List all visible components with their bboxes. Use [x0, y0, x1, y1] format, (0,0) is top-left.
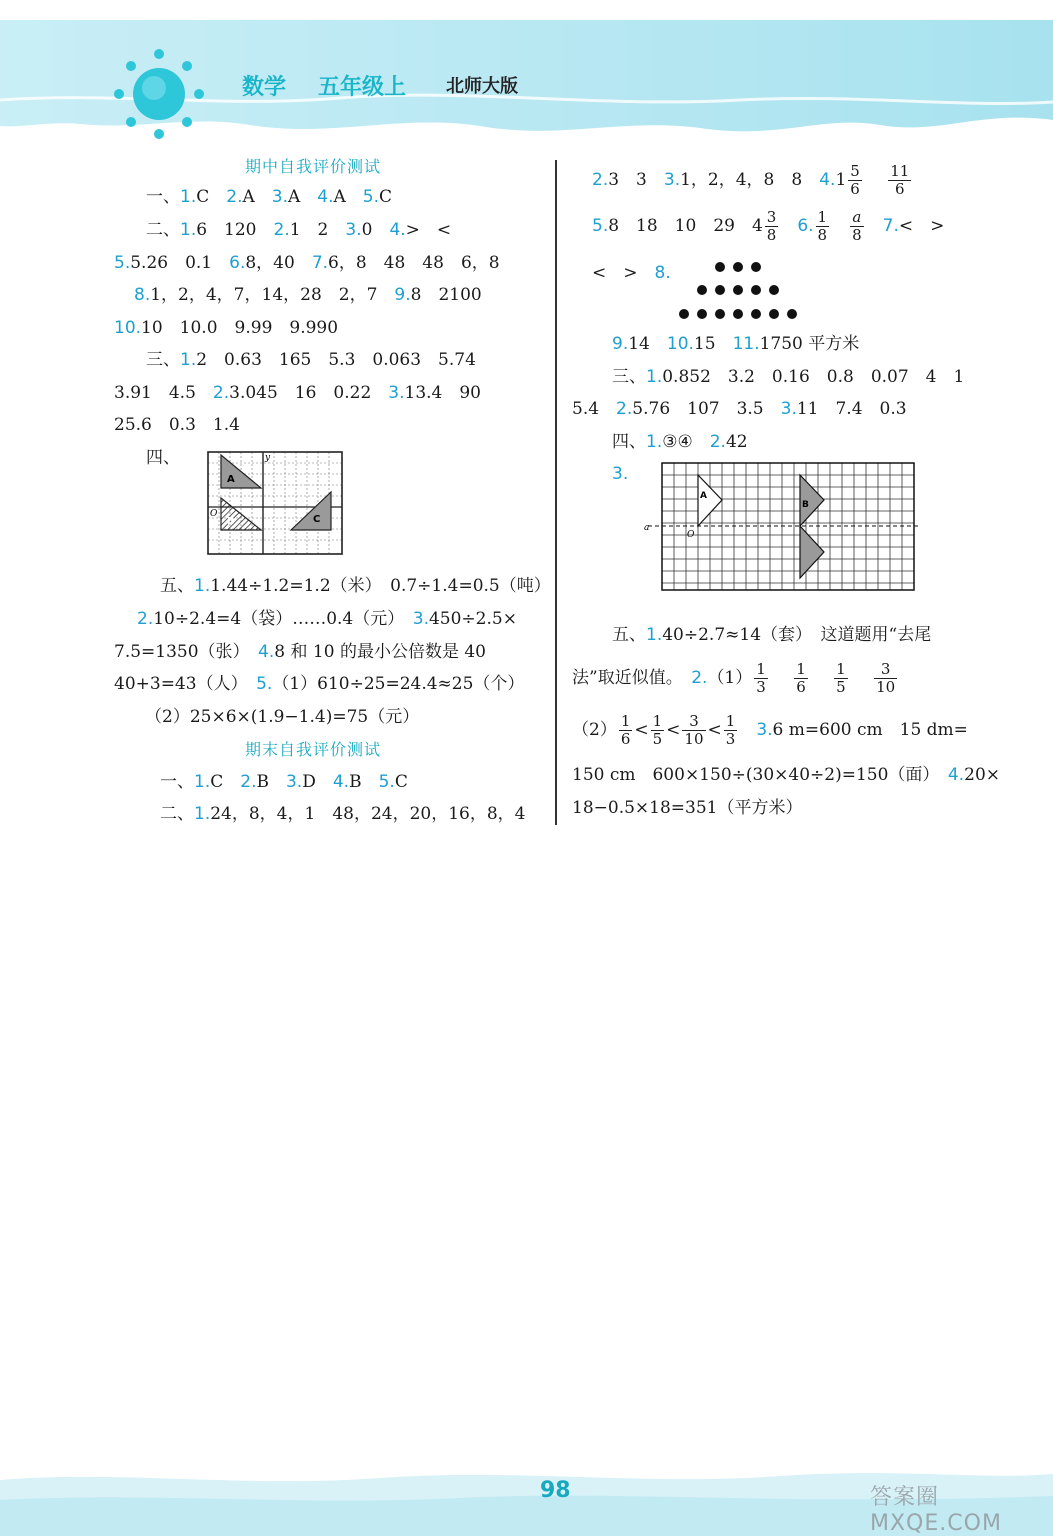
label-axis-a: a — [644, 523, 650, 533]
header-subject: 数学 — [242, 75, 287, 100]
fraction: $\frac{3}{10}$ — [876, 660, 896, 696]
left-line-14: （2）25×6×(1.9−1.4)=75（元） — [145, 707, 420, 727]
fraction: $\frac{1}{8}$ — [817, 208, 828, 244]
left-line-11: 2.10÷2.4=4（袋）……0.4（元） 3.450÷2.5× — [137, 609, 517, 629]
right-line-13: 18−0.5×18=351（平方米） — [572, 798, 803, 818]
midterm-title: 期中自我评价测试 — [245, 157, 382, 176]
left-line-7: 3.91 4.5 2.3.045 16 0.22 3.13.4 90 — [114, 383, 481, 403]
sun-icon — [108, 44, 210, 144]
fraction: $\frac{11}{6}$ — [890, 162, 910, 198]
fraction: $\frac{1}{5}$ — [652, 712, 663, 748]
column-divider — [555, 160, 557, 825]
left-line-9: 四、 — [146, 448, 180, 468]
right-line-11: （2） $\frac{1}{6}$ < $\frac{1}{5}$ < $\frac{3}{10}$ < $\frac{1}{3}$ 3.6 m=600 cm 15 dm= — [572, 712, 968, 748]
left-line-8: 25.6 0.3 1.4 — [114, 415, 240, 435]
right-line-5: 三、1.0.852 3.2 0.16 0.8 0.07 4 1 — [612, 367, 965, 387]
grid-figure-transform — [205, 450, 345, 558]
fraction: $\frac{3}{10}$ — [684, 712, 704, 748]
left-line-12: 7.5=1350（张） 4.8 和 10 的最小公倍数是 40 — [114, 642, 486, 662]
fraction: $\frac{1}{3}$ — [756, 660, 766, 696]
left-line-6: 三、1.2 0.63 165 5.3 0.063 5.74 — [146, 350, 476, 370]
left-line-4: 8.1，2，4，7，14，28 2，7 9.8 2100 — [134, 285, 482, 305]
header-edition: 北师大版 — [446, 76, 518, 97]
right-line-4: 9.14 10.15 11.1750 平方米 — [612, 334, 860, 354]
shape-c — [291, 492, 331, 530]
page-number: 98 — [540, 1478, 571, 1503]
right-line-10: 法”取近似值。 2.（1） $\frac{1}{3}$ $\frac{1}{6}$ $\frac{1}{5}$ $\frac{3}{10}$ — [572, 660, 896, 696]
right-line-6: 5.4 2.5.76 107 3.5 3.11 7.4 0.3 — [572, 399, 907, 419]
label-a: A — [700, 491, 707, 501]
label-y: y — [265, 453, 271, 463]
label-b: B — [802, 500, 809, 510]
fraction: $\frac{3}{8}$ — [766, 208, 777, 244]
left-line-3: 5.5.26 0.1 6.8，40 7.6，8 48 48 6，8 — [114, 253, 500, 273]
final-title: 期末自我评价测试 — [245, 740, 382, 759]
header-grade: 五年级上 — [318, 75, 407, 100]
fraction: $\frac{1}{3}$ — [725, 712, 736, 748]
shape-b-reflection — [800, 526, 824, 578]
right-line-9: 五、1.40÷2.7≈14（套） 这道题用“去尾 — [612, 625, 932, 645]
fraction: $\frac{5}{6}$ — [850, 162, 860, 198]
right-line-2: 5.8 18 10 29 4 $\frac{3}{8}$ 6. $\frac{1}{8}$ $\frac{a}{8}$ 7.< > — [592, 208, 945, 244]
left-line-13: 40+3=43（人） 5.（1）610÷25=24.4≈25（个） — [114, 674, 525, 694]
grid-figure-symmetry — [640, 460, 920, 595]
label-c: C — [313, 514, 321, 525]
left-line-16: 二、1.24，8，4，1 48，24，20，16，8，4 — [160, 804, 526, 824]
label-origin: O — [210, 509, 218, 519]
right-line-8: 3. — [612, 464, 629, 484]
watermark: 答案圈 MXQE.COM — [870, 1485, 1002, 1536]
right-line-1: 2.3 3 3.1，2，4，8 8 4.1 $\frac{5}{6}$ $\frac{11}{6}$ — [592, 162, 910, 198]
fraction: $\frac{1}{5}$ — [836, 660, 846, 696]
right-line-7: 四、1.③④ 2.42 — [612, 432, 748, 452]
left-line-10: 五、1.1.44÷1.2=1.2（米） 0.7÷1.4=0.5（吨） — [160, 576, 551, 596]
label-b: B — [227, 516, 235, 527]
right-line-3: < > 8. — [592, 263, 671, 283]
right-line-12: 150 cm 600×150÷(30×40÷2)=150（面） 4.20× — [572, 765, 1001, 785]
fraction: $\frac{a}{8}$ — [852, 208, 862, 244]
left-line-2: 二、1.6 120 2.1 2 3.0 4.> < — [146, 220, 452, 240]
left-line-5: 10.10 10.0 9.99 9.990 — [114, 318, 339, 338]
left-line-1: 一、1.C 2.A 3.A 4.A 5.C — [146, 187, 393, 207]
label-origin: O — [687, 530, 695, 540]
fraction: $\frac{1}{6}$ — [796, 660, 806, 696]
fraction: $\frac{1}{6}$ — [620, 712, 631, 748]
label-a: A — [227, 474, 235, 485]
left-line-15: 一、1.C 2.B 3.D 4.B 5.C — [160, 772, 408, 792]
dot-pattern-row3 — [670, 304, 820, 324]
